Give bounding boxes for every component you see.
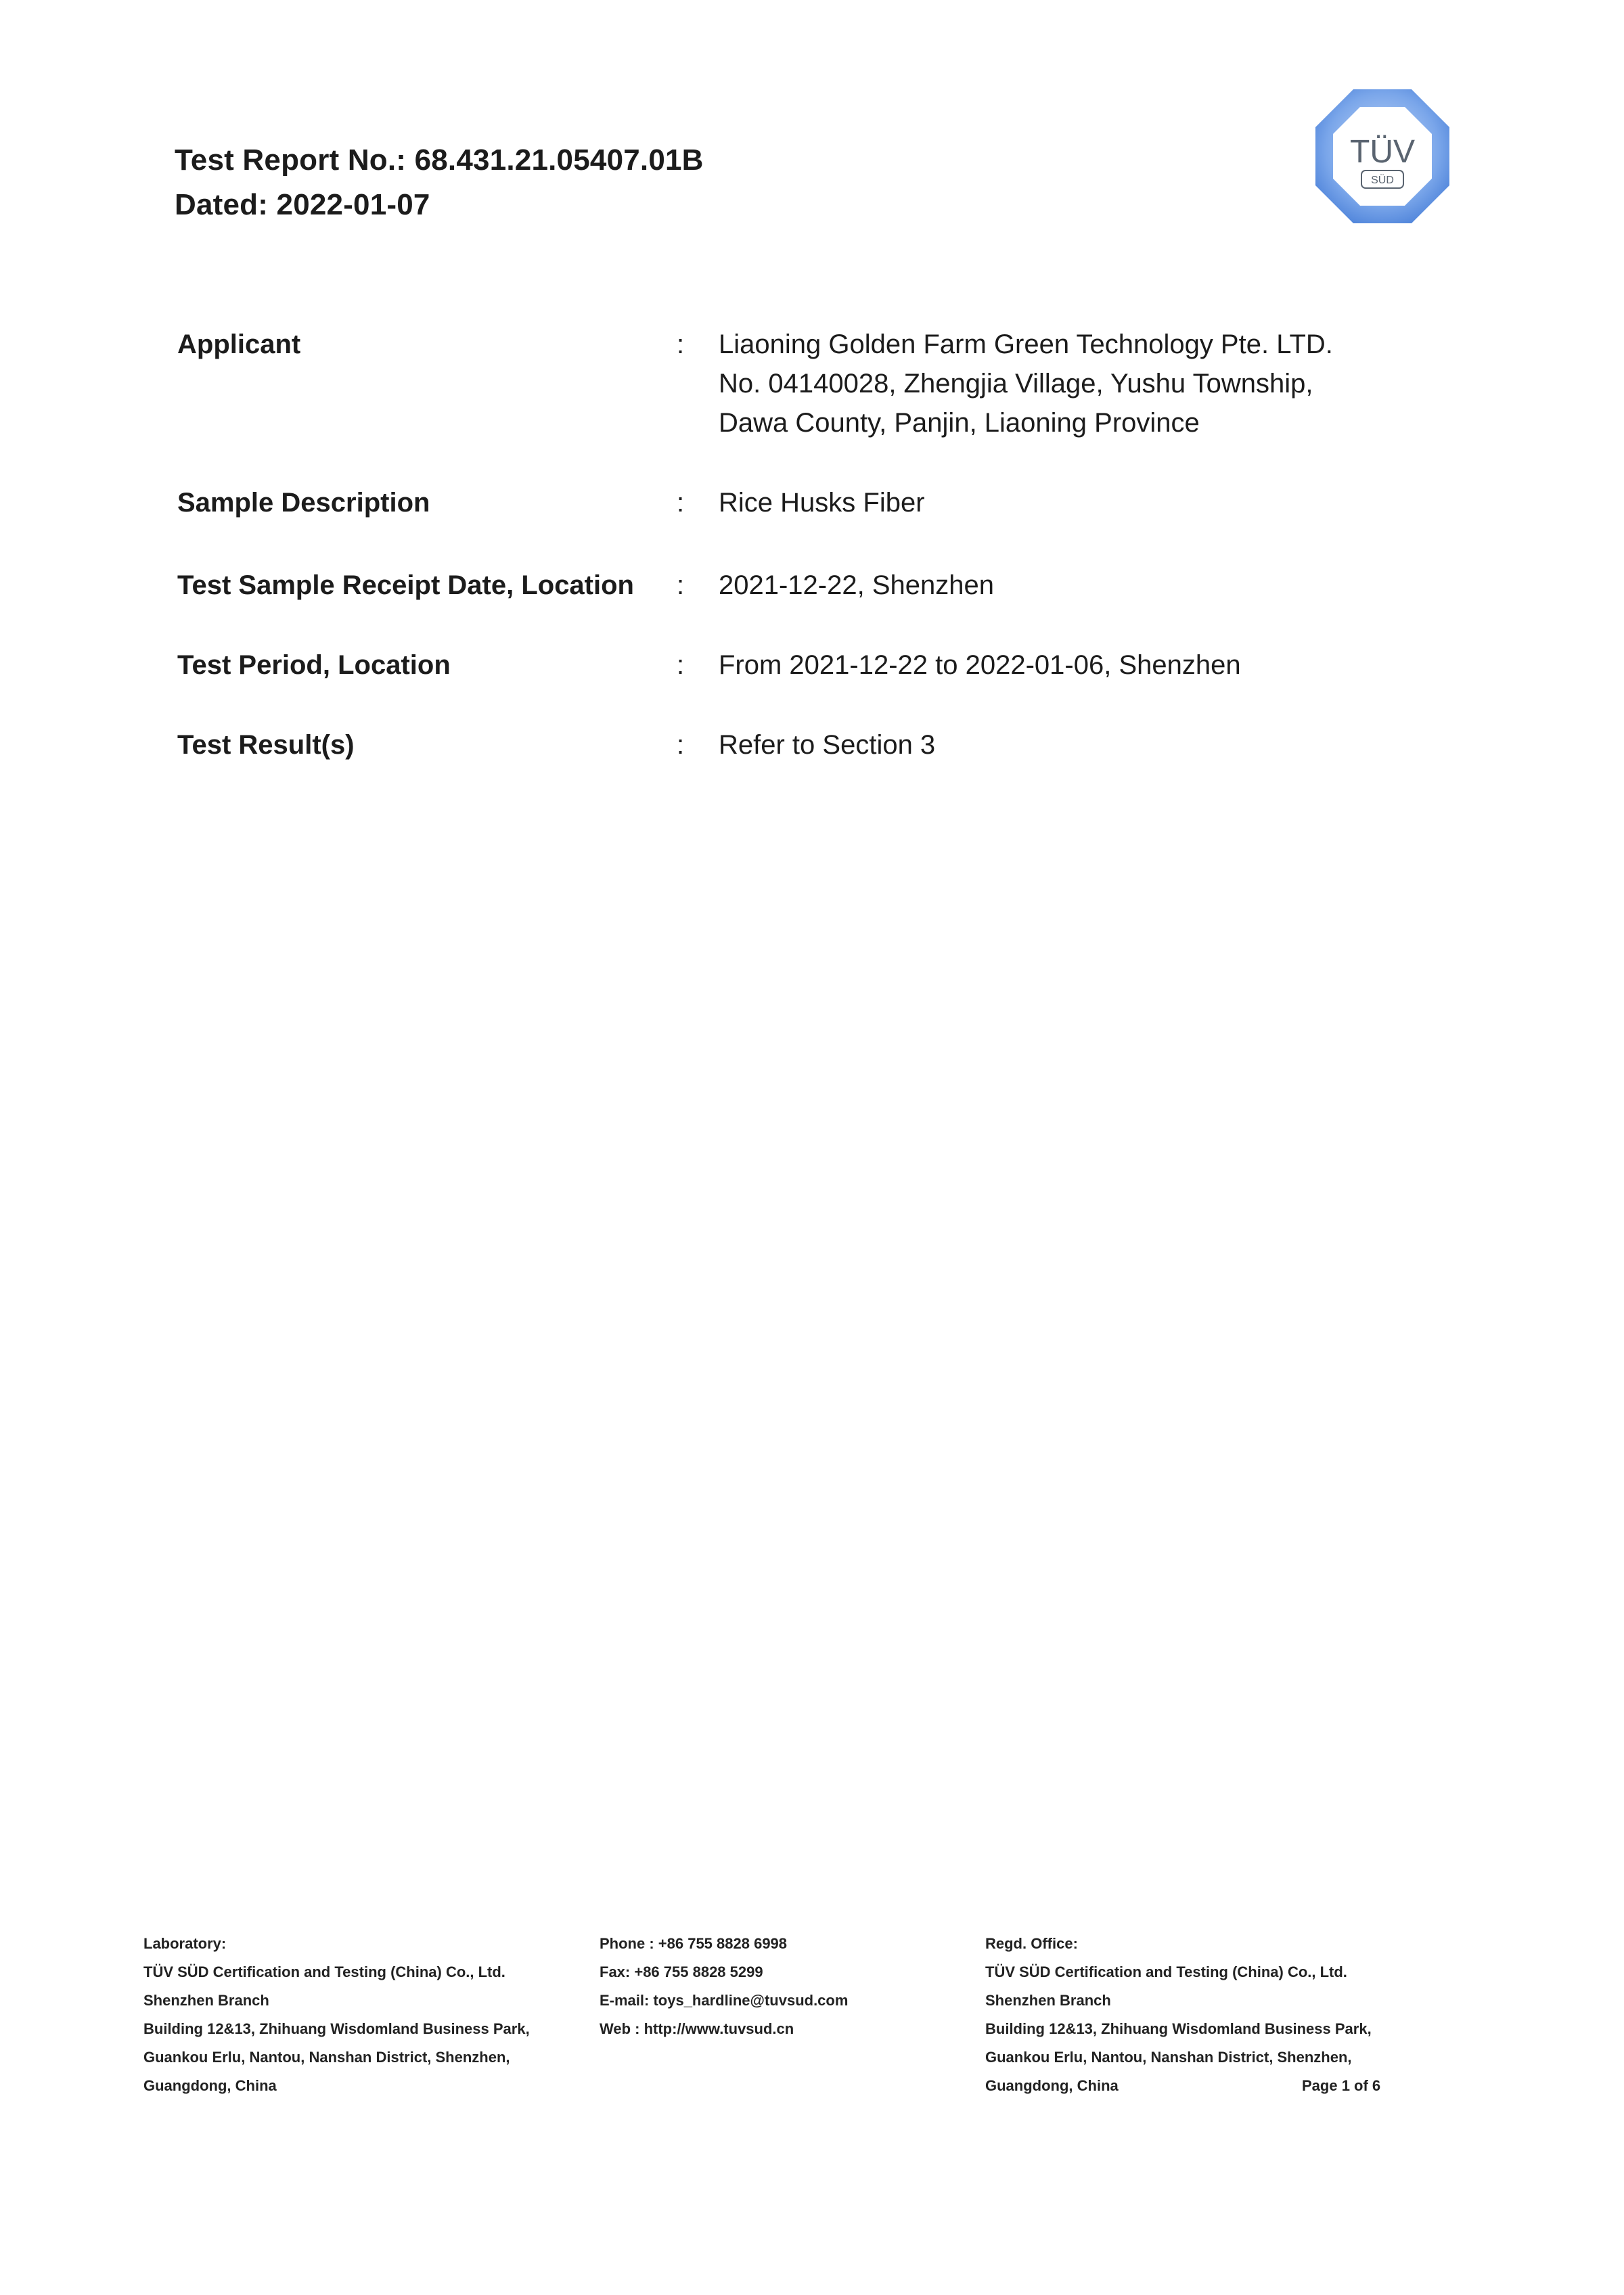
applicant-value	[719, 325, 1333, 442]
receipt-label: Test Sample Receipt Date, Location	[177, 570, 634, 600]
logo-text-tuv: TÜV	[1350, 134, 1415, 170]
applicant-label: Applicant	[177, 330, 301, 359]
colon: :	[677, 730, 685, 760]
applicant-row	[177, 325, 1395, 442]
test-period-value: From 2021-12-22 to 2022-01-06, Shenzhen	[719, 650, 1241, 680]
footer-line: Fax: +86 755 8828 5299	[600, 1963, 763, 1980]
footer-line: TÜV SÜD Certification and Testing (China) Co., Ltd.	[985, 1963, 1347, 1980]
footer-line: Phone : +86 755 8828 6998	[600, 1935, 788, 1952]
tuv-octagon-icon	[1313, 87, 1452, 226]
footer-line: Regd. Office:	[985, 1935, 1078, 1952]
report-info-table	[177, 325, 1395, 765]
test-result-row	[177, 725, 1395, 765]
contact-info	[600, 1930, 848, 2043]
logo-text-sud: SÜD	[1371, 175, 1394, 186]
footer-line: Building 12&13, Zhihuang Wisdomland Business Park,	[143, 2020, 530, 2037]
receipt-row	[177, 566, 1395, 605]
laboratory-address	[143, 1930, 530, 2100]
footer-line: Shenzhen Branch	[143, 1992, 269, 2009]
footer-line: Guangdong, China	[143, 2077, 277, 2094]
applicant-line: Liaoning Golden Farm Green Technology Pte. LTD.	[719, 330, 1333, 359]
colon: :	[677, 650, 685, 680]
colon: :	[677, 488, 685, 518]
footer-line: TÜV SÜD Certification and Testing (China) Co., Ltd.	[143, 1963, 505, 1980]
footer-line: E-mail: toys_hardline@tuvsud.com	[600, 1992, 849, 2009]
tuv-sud-logo	[1313, 87, 1452, 226]
receipt-value: 2021-12-22, Shenzhen	[719, 570, 994, 600]
footer-line: Shenzhen Branch	[985, 1992, 1111, 2009]
sample-description-value: Rice Husks Fiber	[719, 488, 925, 518]
footer-line: Laboratory:	[143, 1935, 227, 1952]
page-number: Page 1 of 6	[1302, 2077, 1381, 2094]
applicant-line: No. 04140028, Zhengjia Village, Yushu Township,	[719, 369, 1313, 399]
footer-line: Guankou Erlu, Nantou, Nanshan District, Shenzhen,	[143, 2049, 510, 2066]
report-header	[175, 138, 704, 227]
report-number: Test Report No.: 68.431.21.05407.01B	[175, 143, 704, 177]
test-result-value: Refer to Section 3	[719, 730, 936, 760]
report-date: Dated: 2022-01-07	[175, 188, 430, 221]
footer-line: Guangdong, China	[985, 2077, 1119, 2094]
sample-description-label: Sample Description	[177, 488, 430, 518]
applicant-line: Dawa County, Panjin, Liaoning Province	[719, 408, 1200, 438]
colon: :	[677, 570, 685, 600]
test-result-label: Test Result(s)	[177, 730, 355, 760]
test-period-label: Test Period, Location	[177, 650, 451, 680]
footer-line: Building 12&13, Zhihuang Wisdomland Business Park,	[985, 2020, 1372, 2037]
test-period-row	[177, 645, 1395, 685]
footer-line: Web : http://www.tuvsud.cn	[600, 2020, 794, 2037]
colon: :	[677, 330, 685, 359]
footer-line: Guankou Erlu, Nantou, Nanshan District, Shenzhen,	[985, 2049, 1352, 2066]
sample-description-row	[177, 483, 1395, 522]
